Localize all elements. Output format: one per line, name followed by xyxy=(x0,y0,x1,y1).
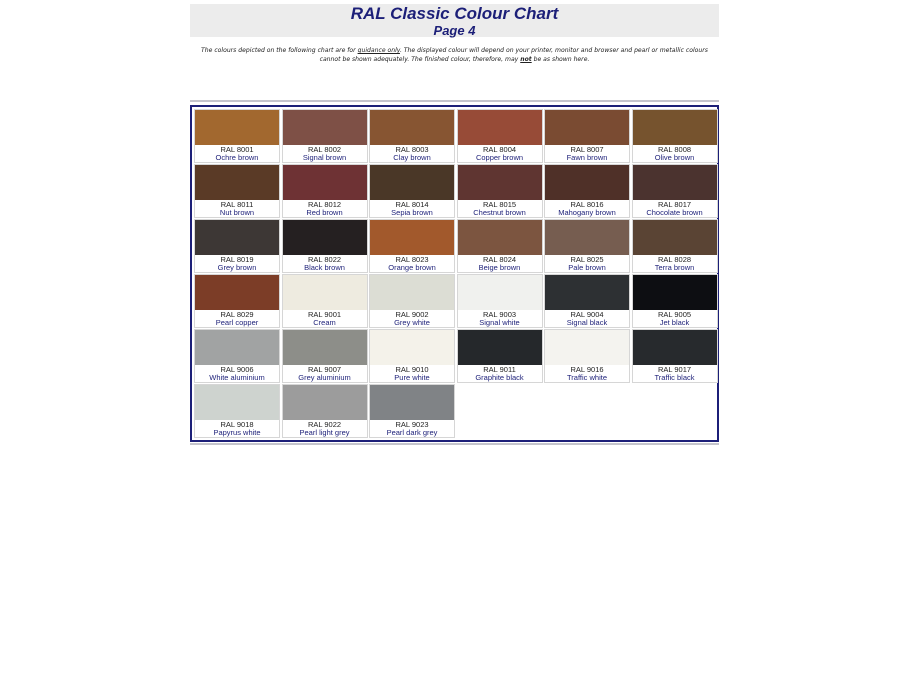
colour-code: RAL 9023 xyxy=(395,420,429,429)
colour-code: RAL 9011 xyxy=(483,365,516,374)
colour-swatch xyxy=(195,110,279,145)
colour-name: Cream xyxy=(313,318,336,327)
disclaimer-part-1: The colours depicted on the following chart are for xyxy=(201,47,358,54)
colour-code: RAL 8003 xyxy=(395,145,429,154)
swatch-grid xyxy=(194,109,718,438)
colour-code: RAL 9018 xyxy=(220,420,254,429)
colour-name: Copper brown xyxy=(475,153,524,162)
colour-code: RAL 8029 xyxy=(220,310,254,319)
colour-swatch xyxy=(195,275,279,310)
colour-swatch-cell xyxy=(544,109,630,163)
disclaimer-not-emphasis: not xyxy=(520,56,532,63)
colour-swatch xyxy=(370,385,454,420)
colour-swatch-cell xyxy=(282,109,368,163)
colour-code: RAL 9017 xyxy=(657,365,692,374)
colour-swatch xyxy=(370,220,454,255)
colour-swatch-cell xyxy=(369,219,455,273)
colour-code: RAL 8015 xyxy=(482,200,517,209)
colour-swatch-cell xyxy=(369,329,455,383)
colour-swatch xyxy=(458,165,542,200)
colour-code: RAL 8002 xyxy=(307,145,342,154)
colour-name: Pearl copper xyxy=(215,318,259,327)
colour-name: Chestnut brown xyxy=(473,208,526,217)
colour-swatch-cell xyxy=(194,164,280,218)
colour-chart xyxy=(190,105,719,442)
colour-name: Grey brown xyxy=(217,263,257,272)
colour-code: RAL 9002 xyxy=(395,310,429,319)
colour-swatch xyxy=(370,275,454,310)
colour-name: Terra brown xyxy=(654,263,695,272)
colour-swatch xyxy=(283,165,367,200)
colour-code: RAL 8016 xyxy=(570,200,604,209)
colour-swatch xyxy=(195,385,279,420)
colour-name: Traffic white xyxy=(566,373,607,382)
colour-code: RAL 8023 xyxy=(395,255,429,264)
disclaimer-part-2: . The displayed colour will depend on your printer, monitor and browser and pearl or metallic colours cannot be shown adequately. The finished colour, therefore, may xyxy=(319,47,708,63)
colour-code: RAL 8014 xyxy=(395,200,429,209)
colour-swatch-cell xyxy=(632,329,718,383)
colour-code: RAL 8008 xyxy=(657,145,692,154)
colour-swatch xyxy=(545,165,629,200)
colour-code: RAL 8019 xyxy=(220,255,254,264)
colour-name: Mahogany brown xyxy=(558,208,616,217)
colour-swatch-cell xyxy=(632,164,718,218)
colour-swatch-cell xyxy=(282,384,368,438)
colour-code: RAL 8022 xyxy=(307,255,342,264)
colour-swatch xyxy=(633,220,717,255)
colour-name: Black brown xyxy=(304,263,345,272)
colour-swatch-cell xyxy=(194,384,280,438)
colour-swatch-cell xyxy=(457,219,543,273)
colour-swatch-cell xyxy=(457,164,543,218)
colour-name: White aluminium xyxy=(209,373,265,382)
colour-swatch xyxy=(545,275,629,310)
colour-code: RAL 8001 xyxy=(220,145,254,154)
colour-swatch xyxy=(458,110,542,145)
colour-name: Signal white xyxy=(479,318,520,327)
colour-code: RAL 9022 xyxy=(307,420,342,429)
colour-name: Chocolate brown xyxy=(646,208,703,217)
colour-code: RAL 9006 xyxy=(220,365,254,374)
page-subtitle: Page 4 xyxy=(433,23,476,38)
colour-swatch-cell xyxy=(369,384,455,438)
colour-swatch xyxy=(633,275,717,310)
colour-name: Papyrus white xyxy=(213,428,261,437)
colour-swatch-cell xyxy=(194,109,280,163)
colour-code: RAL 8028 xyxy=(657,255,692,264)
colour-name: Grey white xyxy=(394,318,430,327)
colour-swatch-cell xyxy=(632,219,718,273)
colour-name: Signal black xyxy=(566,318,608,327)
colour-code: RAL 8004 xyxy=(482,145,517,154)
colour-name: Orange brown xyxy=(388,263,436,272)
colour-swatch-cell xyxy=(369,109,455,163)
colour-swatch-cell xyxy=(457,274,543,328)
colour-name: Beige brown xyxy=(478,263,521,272)
colour-swatch-cell xyxy=(544,274,630,328)
colour-swatch-cell xyxy=(457,109,543,163)
colour-name: Pearl dark grey xyxy=(386,428,438,437)
disclaimer-text xyxy=(190,46,719,64)
colour-swatch-cell xyxy=(369,164,455,218)
colour-swatch xyxy=(283,110,367,145)
colour-swatch xyxy=(195,165,279,200)
colour-name: Nut brown xyxy=(219,208,255,217)
colour-code: RAL 9003 xyxy=(482,310,517,319)
colour-name: Graphite black xyxy=(475,373,524,382)
colour-code: RAL 8017 xyxy=(657,200,692,209)
colour-code: RAL 9016 xyxy=(570,365,604,374)
colour-swatch-cell xyxy=(282,219,368,273)
colour-name: Ochre brown xyxy=(215,153,259,162)
colour-name: Traffic black xyxy=(654,373,695,382)
colour-swatch-cell xyxy=(194,329,280,383)
bottom-divider xyxy=(190,443,719,445)
colour-swatch xyxy=(545,220,629,255)
colour-swatch xyxy=(195,330,279,365)
colour-swatch-cell xyxy=(632,274,718,328)
colour-swatch-cell xyxy=(544,329,630,383)
colour-name: Jet black xyxy=(659,318,690,327)
colour-swatch xyxy=(370,165,454,200)
colour-swatch xyxy=(458,330,542,365)
colour-code: RAL 8007 xyxy=(570,145,604,154)
colour-swatch xyxy=(545,110,629,145)
colour-swatch-cell xyxy=(282,274,368,328)
colour-swatch-cell xyxy=(282,164,368,218)
colour-swatch xyxy=(633,110,717,145)
colour-code: RAL 8012 xyxy=(307,200,342,209)
colour-name: Pure white xyxy=(394,373,430,382)
colour-swatch-cell xyxy=(369,274,455,328)
colour-name: Red brown xyxy=(306,208,343,217)
colour-swatch-cell xyxy=(544,219,630,273)
colour-swatch-cell xyxy=(282,329,368,383)
colour-code: RAL 9001 xyxy=(307,310,342,319)
page-header xyxy=(190,4,719,37)
colour-name: Olive brown xyxy=(654,153,695,162)
colour-code: RAL 8025 xyxy=(570,255,604,264)
page-title: RAL Classic Colour Chart xyxy=(350,4,559,23)
colour-name: Fawn brown xyxy=(566,153,608,162)
colour-name: Pale brown xyxy=(568,263,606,272)
colour-swatch xyxy=(458,275,542,310)
colour-code: RAL 8024 xyxy=(482,255,517,264)
colour-swatch xyxy=(195,220,279,255)
colour-swatch xyxy=(633,330,717,365)
colour-swatch-cell xyxy=(457,329,543,383)
colour-swatch-cell xyxy=(194,219,280,273)
colour-name: Clay brown xyxy=(393,153,431,162)
top-divider xyxy=(190,100,719,102)
colour-swatch xyxy=(283,385,367,420)
colour-swatch-cell xyxy=(632,109,718,163)
colour-code: RAL 9010 xyxy=(395,365,429,374)
colour-swatch xyxy=(370,110,454,145)
disclaimer-part-3: be as shown here. xyxy=(531,56,590,63)
colour-code: RAL 9005 xyxy=(657,310,692,319)
colour-swatch xyxy=(283,330,367,365)
colour-swatch xyxy=(370,330,454,365)
colour-name: Signal brown xyxy=(302,153,347,162)
colour-swatch xyxy=(283,220,367,255)
disclaimer-guidance-emphasis: guidance only xyxy=(357,47,400,54)
colour-swatch xyxy=(283,275,367,310)
colour-swatch xyxy=(545,330,629,365)
colour-name: Sepia brown xyxy=(391,208,433,217)
colour-name: Pearl light grey xyxy=(299,428,350,437)
colour-swatch xyxy=(633,165,717,200)
colour-code: RAL 9004 xyxy=(570,310,604,319)
colour-swatch-cell xyxy=(194,274,280,328)
colour-code: RAL 8011 xyxy=(220,200,254,209)
colour-name: Grey aluminium xyxy=(298,373,351,382)
colour-swatch-cell xyxy=(544,164,630,218)
colour-swatch xyxy=(458,220,542,255)
colour-code: RAL 9007 xyxy=(307,365,342,374)
